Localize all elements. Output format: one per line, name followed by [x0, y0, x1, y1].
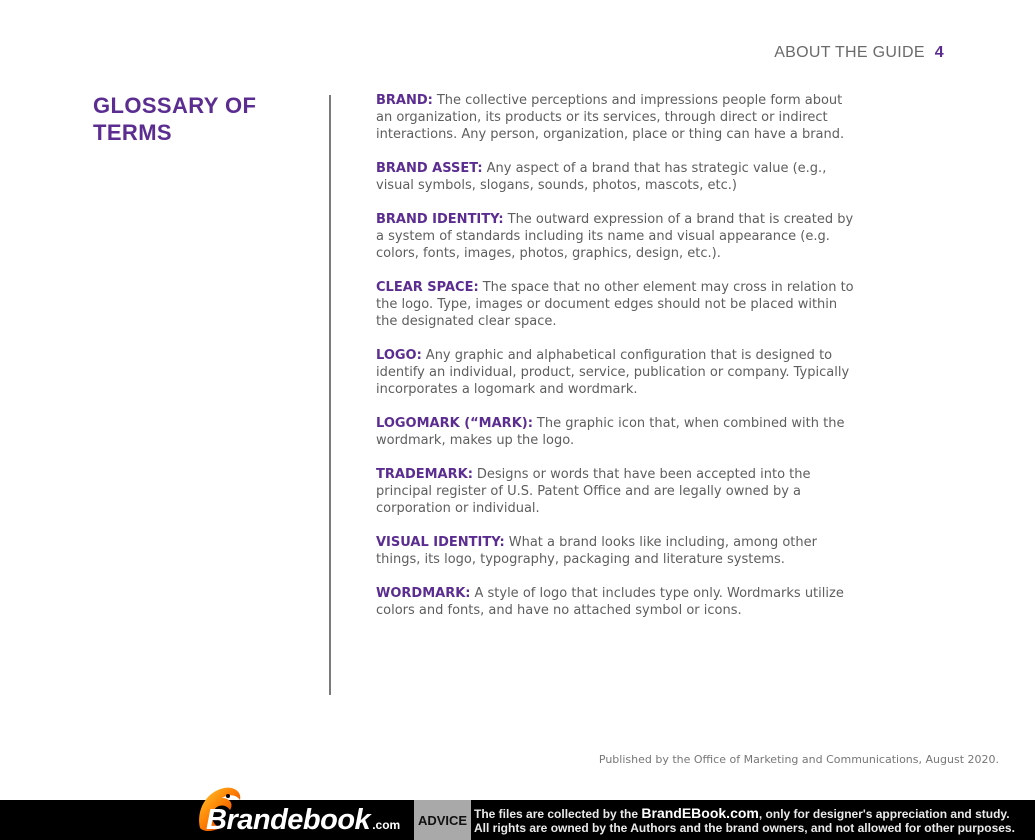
glossary-definition: The graphic icon that, when combined with the wordmark, makes up the logo. [376, 416, 845, 448]
glossary-entry-wordmark [376, 585, 854, 619]
page-title: GLOSSARY OF TERMS [93, 93, 257, 145]
glossary-term: CLEAR SPACE: [376, 280, 479, 295]
logo-text: Brandebook [206, 804, 371, 836]
glossary-entry-logo [376, 347, 854, 398]
glossary-definition: The outward expression of a brand that is created by a system of standards including its name and visual appearance (e.g. colors, fonts, images, photos, graphics, design, etc.). [376, 212, 854, 261]
advice-badge: ADVICE [414, 800, 471, 840]
glossary-term: LOGO: [376, 348, 422, 363]
logo-wordmark [206, 804, 400, 837]
glossary-term: LOGOMARK (“MARK): [376, 416, 533, 431]
disclaimer-line-2: All rights are owned by the Authors and the brand owners, and not allowed for other purposes. [474, 821, 1015, 835]
brandebook-logo[interactable] [192, 784, 414, 840]
glossary-definition: Designs or words that have been accepted into the principal register of U.S. Patent Office and are legally owned by a corporation or individual. [376, 467, 811, 516]
glossary-term: BRAND: [376, 93, 433, 108]
glossary-entry-brand-asset [376, 160, 854, 194]
glossary-entry-visual-identity [376, 534, 854, 568]
logo-suffix: .com [372, 818, 401, 832]
section-label: ABOUT THE GUIDE [774, 44, 925, 61]
disclaimer-suffix: , only for designer's appreciation and study. [758, 807, 1010, 821]
glossary-entry-clear-space [376, 279, 854, 330]
disclaimer-line-1 [474, 806, 1034, 821]
glossary-definition: What a brand looks like including, among other things, its logo, typography, packaging and literature systems. [376, 535, 817, 567]
glossary-entry-brand [376, 92, 854, 143]
glossary-definition: Any aspect of a brand that has strategic value (e.g., visual symbols, slogans, sounds, photos, mascots, etc.) [376, 161, 827, 193]
glossary-entry-logomark [376, 415, 854, 449]
glossary-term: TRADEMARK: [376, 467, 473, 482]
page-header [774, 44, 944, 62]
glossary-definition: The collective perceptions and impressions people form about an organization, its products or its services, through direct or indirect interactions. Any person, organization, place or thing can have a brand. [376, 93, 845, 142]
publisher-note: Published by the Office of Marketing and Communications, August 2020. [598, 753, 999, 766]
glossary-definition: The space that no other element may cross in relation to the logo. Type, images or document edges should not be placed within the designated clear space. [376, 280, 854, 329]
glossary-entry-trademark [376, 466, 854, 517]
page-number: 4 [934, 44, 944, 61]
glossary-term: BRAND ASSET: [376, 161, 483, 176]
glossary-term: WORDMARK: [376, 586, 471, 601]
disclaimer-prefix: The files are collected by the [474, 807, 642, 821]
glossary-entry-brand-identity [376, 211, 854, 262]
disclaimer-site: BrandEBook.com [641, 805, 759, 821]
vertical-divider [329, 95, 331, 695]
disclaimer [474, 806, 1034, 835]
glossary-definition: A style of logo that includes type only. Wordmarks utilize colors and fonts, and have no attached symbol or icons. [376, 586, 844, 618]
glossary-term: BRAND IDENTITY: [376, 212, 504, 227]
glossary-list [376, 92, 854, 636]
glossary-term: VISUAL IDENTITY: [376, 535, 505, 550]
glossary-definition: Any graphic and alphabetical configuration that is designed to identify an individual, product, service, publication or company. Typically incorporates a logomark and wordmark. [376, 348, 850, 397]
